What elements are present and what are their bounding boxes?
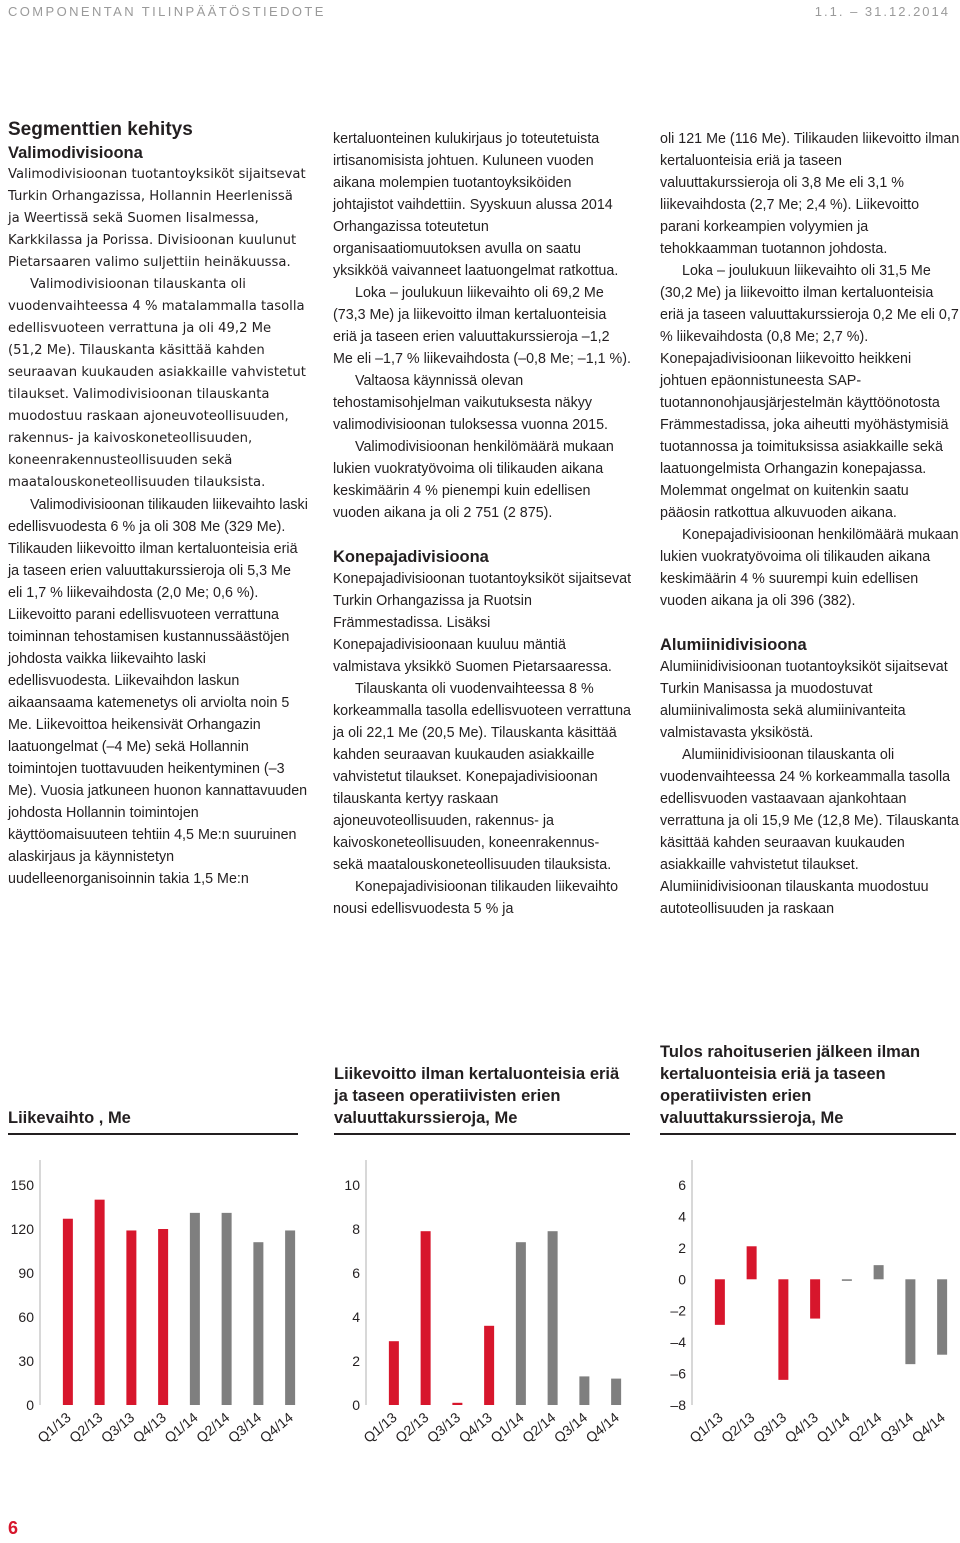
x-tick-label: Q4/13 [455, 1409, 496, 1446]
y-tick-label: 2 [678, 1239, 686, 1256]
y-tick-label: 120 [10, 1221, 34, 1237]
y-tick-label: –8 [670, 1397, 686, 1413]
x-tick-label: Q1/14 [813, 1409, 853, 1446]
y-tick-label: 90 [18, 1265, 34, 1281]
paragraph: Valimodivisioonan tilikauden liikevaihto laski edellisvuodesta 6 % ja oli 308 Me (329 Me). Tilikauden liikevoitto ilman kertaluonteisia eriä ja taseen erien valuuttakurssieroja oli 5,3 Me eli 1,7 % liikevaihdosta (2,0 Me; 0,6 %). Liikevoitto parani edellisvuoteen verrattuna toiminnan tehostamisen kustannussäästöjen johdosta vaikka liikevaihto laski edellisvuodesta. Liikevaihdon laskun aikaansaama katemenetys oli arviolta noin 5 Me. Liikevoittoa heikensivät Orhangazin laatuongelmat (–4 Me) sekä Hollannin toimintojen tuottavuuden heikentyminen (–3 Me). Vuosia jatkuneen huonon kannattavuuden johdosta Hollannin toimintojen käyttöomaisuuteen tehtiin 4,5 Me:n suuruinen alaskirjaus ja käynnistetyn uudelleenorganisoinnin takia 1,5 Me:n [8, 497, 308, 887]
bar-q2-13 [747, 1246, 757, 1279]
bar-q1-13 [389, 1341, 399, 1405]
text-column-1 [8, 118, 308, 890]
x-tick-label: Q3/14 [224, 1409, 265, 1446]
x-tick-label: Q1/13 [34, 1409, 74, 1446]
y-tick-label: 6 [352, 1265, 360, 1281]
x-tick-label: Q2/14 [193, 1409, 233, 1446]
x-tick-label: Q1/13 [360, 1409, 400, 1446]
paragraph: Alumiinidivisioonan tilauskanta oli vuodenvaihteessa 24 % korkeammalla tasolla edellisvuoden vastaavaan ajankohtaan verrattuna ja oli 15,9 Me (12,8 Me). Tilauskanta käsittää kahden seuraavan kuukauden asiakkaille vahvistetut tilaukset. Alumiinidivisioonan tilauskanta muodostuu autoteollisuuden ja raskaan [660, 747, 959, 917]
result-after-financing-chart [660, 1160, 960, 1460]
x-tick-label: Q1/14 [487, 1409, 527, 1446]
paragraph: Tilauskanta oli vuodenvaihteessa 8 % korkeammalla tasolla edellisvuoteen verrattuna ja oli 22,1 Me (20,5 Me). Tilauskanta käsittää kahden seuraavan kuukauden asiakkaille vahvistetut tilaukset. Konepajadivisioonan tilauskanta kertyy raskaan ajoneuvoteollisuuden, rakennus- ja kaivoskoneteollisuuden, koneenrakennus- sekä maatalouskoneteollisuuden tilauksista. [333, 681, 632, 873]
x-tick-label: Q4/14 [582, 1409, 623, 1446]
x-tick-label: Q2/14 [519, 1409, 559, 1446]
bar-q4-14 [611, 1379, 621, 1405]
bar-q2-14 [874, 1265, 884, 1279]
y-tick-label: 0 [26, 1397, 34, 1413]
x-tick-label: Q4/14 [256, 1409, 297, 1446]
bar-q4-13 [158, 1229, 168, 1405]
bar-q2-14 [548, 1231, 558, 1405]
bar-q3-13 [778, 1279, 788, 1380]
bar-q1-14 [842, 1279, 852, 1281]
bar-q3-13 [452, 1403, 462, 1405]
chart-title-revenue: Liikevaihto , Me [8, 1107, 298, 1135]
y-tick-label: –6 [670, 1365, 686, 1382]
text-column-2 [333, 128, 633, 920]
paragraph: Konepajadivisioonan tilikauden liikevaihto nousi edellisvuodesta 5 % ja [333, 879, 619, 917]
paragraph: Konepajadivisioonan tuotantoyksiköt sijaitsevat Turkin Orhangazissa ja Ruotsin Främmestadissa. Lisäksi Konepajadivisioonaan kuuluu mäntiä valmistava yksikkö Suomen Pietarsaaressa. [333, 571, 632, 675]
x-tick-label: Q2/14 [845, 1409, 885, 1446]
paragraph: Valimodivisioonan tuotantoyksiköt sijaitsevat Turkin Orhangazissa, Hollannin Heerlenissä ja Weertissä sekä Suomen Iisalmessa, Karkkilassa ja Porissa. Divisioonan kuulunut Pietarsaaren valimo suljettiin heinäkuussa. [8, 167, 306, 270]
y-tick-label: 60 [18, 1309, 34, 1325]
revenue-chart [8, 1160, 308, 1460]
bar-q3-14 [905, 1279, 915, 1364]
y-tick-label: 0 [678, 1271, 686, 1288]
bar-q4-14 [285, 1230, 295, 1405]
x-tick-label: Q3/13 [97, 1409, 138, 1446]
x-tick-label: Q4/14 [908, 1409, 949, 1446]
x-tick-label: Q1/14 [161, 1409, 201, 1446]
paragraph: oli 121 Me (116 Me). Tilikauden liikevoitto ilman kertaluonteisia eriä ja taseen valuuttakurssieroja oli 3,8 Me eli 3,1 % liikevaihdosta (2,7 Me; 2,4 %). Liikevoitto parani korkeampien volyymien ja tehokkaamman tuotannon johdosta. [660, 131, 960, 257]
document-title: COMPONENTAN TILINPÄÄTÖSTIEDOTE [8, 4, 326, 19]
chart-title-result-after-financing: Tulos rahoituserien jälkeen ilman kertaluonteisia eriä ja taseen operatiivisten erien valuuttakurssieroja, Me [660, 1041, 956, 1135]
y-tick-label: 10 [344, 1177, 360, 1193]
paragraph: Valimodivisioonan tilauskanta oli vuodenvaihteessa 4 % matalammalla tasolla edellisvuoteen verrattuna ja oli 49,2 Me (51,2 Me). Tilauskanta käsittää kahden seuraavan kuukauden asiakkaille vahvistetut tilaukset. Valimodivisioonan tilauskanta muodostuu raskaan ajoneuvoteollisuuden, rakennus- ja kaivoskoneteollisuuden, koneenrakennusteollisuuden sekä maatalouskoneteollisuuden tilauksista. [8, 277, 306, 490]
x-tick-label: Q1/13 [686, 1409, 726, 1446]
x-tick-label: Q2/13 [66, 1409, 106, 1446]
x-tick-label: Q4/13 [781, 1409, 822, 1446]
x-tick-label: Q3/13 [749, 1409, 790, 1446]
x-tick-label: Q3/14 [876, 1409, 917, 1446]
section-heading: Konepajadivisioona [333, 548, 489, 566]
paragraph: Valimodivisioonan henkilömäärä mukaan lukien vuokratyövoima oli tilikauden aikana keskimäärin 4 % pienempi kuin edellisen vuoden aikana ja oli 2 751 (2 875). [333, 439, 614, 521]
y-tick-label: 6 [678, 1177, 686, 1193]
y-tick-label: –4 [670, 1334, 686, 1351]
x-tick-label: Q2/13 [718, 1409, 758, 1446]
bar-q2-14 [222, 1213, 232, 1405]
paragraph: Konepajadivisioonan henkilömäärä mukaan lukien vuokratyövoima oli tilikauden aikana keskimäärin 4 % suurempi kuin edellisen vuoden aikana ja oli 396 (382). [660, 527, 959, 609]
page-header [0, 0, 960, 30]
y-tick-label: 150 [10, 1177, 34, 1193]
section-subtitle: Valimodivisioona [8, 144, 143, 162]
x-tick-label: Q4/13 [129, 1409, 170, 1446]
bar-q2-13 [421, 1231, 431, 1405]
bar-q1-14 [190, 1213, 200, 1405]
y-tick-label: 4 [678, 1208, 686, 1225]
paragraph: Alumiinidivisioonan tuotantoyksiköt sijaitsevat Turkin Manisassa ja muodostuvat alumiinivalimosta sekä alumiinivanteita valmistavasta yksiköstä. [660, 659, 948, 741]
bar-q4-13 [810, 1279, 820, 1318]
bar-q4-14 [937, 1279, 947, 1354]
y-tick-label: 0 [352, 1397, 360, 1413]
page-number: 6 [8, 1518, 19, 1538]
y-tick-label: –2 [670, 1302, 686, 1319]
x-tick-label: Q3/14 [550, 1409, 591, 1446]
operating-profit-chart [334, 1160, 634, 1460]
chart-title-operating-profit: Liikevoitto ilman kertaluonteisia eriä ja taseen operatiivisten erien valuuttakurssieroja, Me [334, 1063, 630, 1135]
paragraph: Valtaosa käynnissä olevan tehostamisohjelman vaikutuksesta näkyy valimodivisioonan tuloksessa vuonna 2015. [333, 373, 608, 433]
paragraph: Loka – joulukuun liikevaihto oli 31,5 Me (30,2 Me) ja liikevoitto ilman kertaluonteisia eriä ja taseen valuuttakurssieroja 0,2 Me eli 0,7 % liikevaihdosta (0,8 Me; 2,7 %). Konepajadivisioonan liikevoitto heikkeni johtuen epäonnistuneesta SAP-tuotannonohjausjärjestelmän käyttöönotosta Främmestadissa, joka aiheutti myöhästymisiä tuotannossa ja toimituksissa asiakkaille sekä laatuongelmista Orhangazin konepajassa. Molemmat ongelmat on kuitenkin saatu pääosin ratkottua alkuvuoden aikana. [660, 263, 959, 521]
text-column-3 [660, 128, 960, 920]
x-tick-label: Q2/13 [392, 1409, 432, 1446]
y-tick-label: 30 [18, 1353, 34, 1369]
section-heading: Alumiinidivisioona [660, 636, 807, 654]
period-label: 1.1. – 31.12.2014 [814, 4, 950, 19]
x-tick-label: Q3/13 [423, 1409, 464, 1446]
paragraph: kertaluonteinen kulukirjaus jo toteutetuista irtisanomisista johtuen. Kuluneen vuoden aikana molempien tuotantoyksiköiden johtajistot vaihdettiin. Syyskuun alussa 2014 Orhangazissa toteutetun organisaatiomuutoksen avulla on saatu yksikköä vaivanneet laatuongelmat ratkottua. [333, 131, 619, 279]
bar-q3-14 [579, 1376, 589, 1405]
bar-q1-13 [63, 1219, 73, 1405]
y-tick-label: 4 [352, 1309, 360, 1325]
bar-q3-14 [253, 1242, 263, 1405]
y-tick-label: 2 [352, 1353, 360, 1369]
paragraph: Loka – joulukuun liikevaihto oli 69,2 Me (73,3 Me) ja liikevoitto ilman kertaluonteisia eriä ja taseen erien valuuttakurssieroja –1,2 Me eli –1,7 % liikevaihdosta (–0,8 Me; –1,1 %). [333, 285, 632, 367]
y-tick-label: 8 [352, 1221, 360, 1237]
bar-q1-13 [715, 1279, 725, 1325]
bar-q1-14 [516, 1242, 526, 1405]
bar-q2-13 [95, 1200, 105, 1405]
section-title: Segmenttien kehitys [8, 119, 193, 140]
bar-q3-13 [126, 1230, 136, 1405]
bar-q4-13 [484, 1326, 494, 1405]
